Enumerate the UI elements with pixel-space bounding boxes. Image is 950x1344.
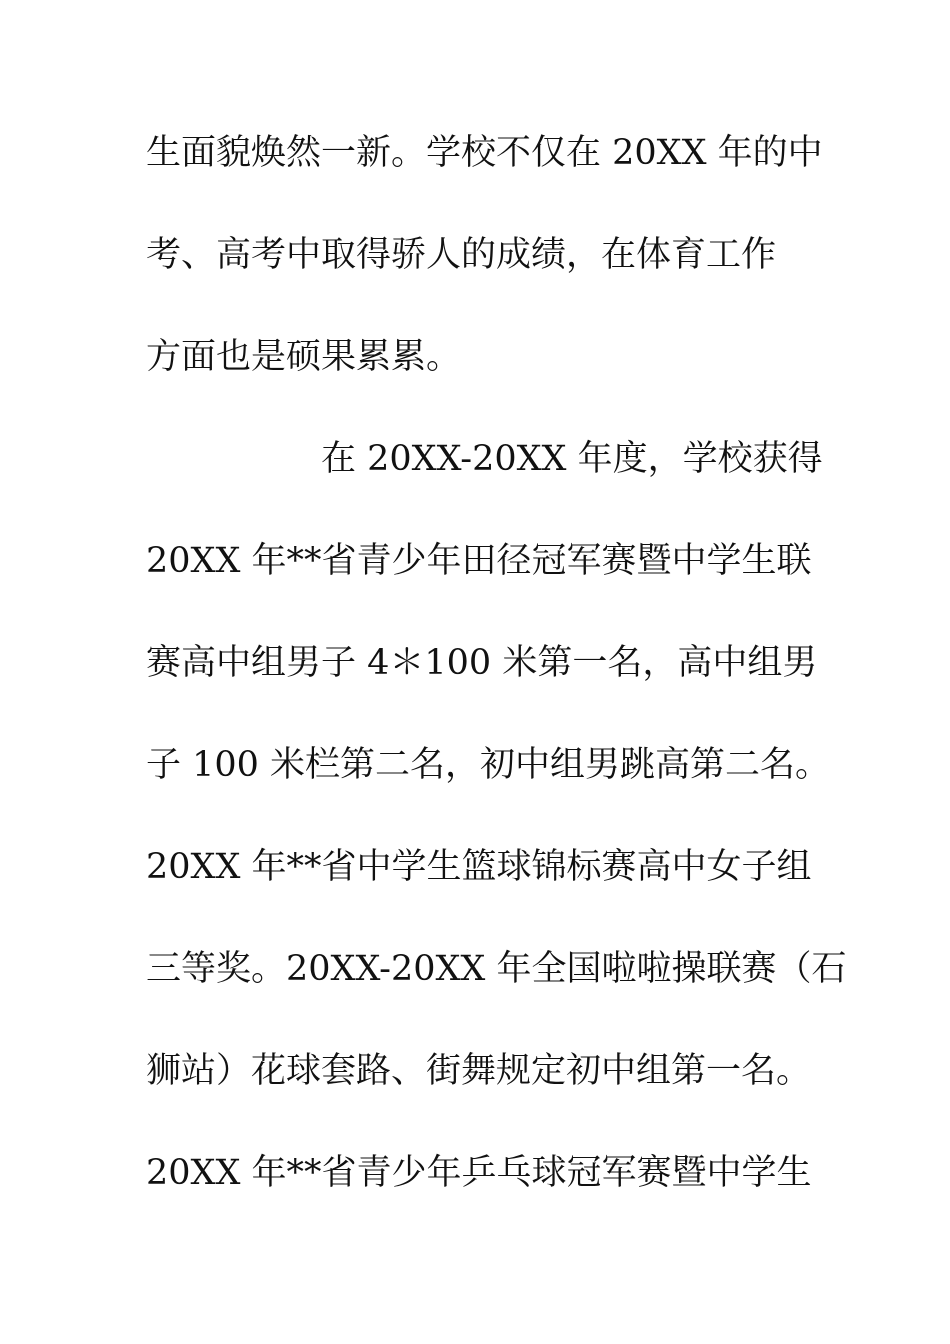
text-line: 子 100 米栏第二名，初中组男跳高第二名。	[146, 745, 831, 785]
text-line: 狮站）花球套路、街舞规定初中组第一名。	[146, 1051, 812, 1091]
text-line: 赛高中组男子 4＊100 米第一名，高中组男	[146, 643, 818, 683]
text-line: 生面貌焕然一新。学校不仅在 20XX 年的中	[146, 133, 823, 173]
text-line: 考、高考中取得骄人的成绩，在体育工作	[146, 235, 777, 275]
body-text	[146, 124, 847, 1246]
text-line: 20XX 年**省中学生篮球锦标赛高中女子组	[146, 847, 812, 887]
text-line: 方面也是硕果累累。	[146, 337, 462, 377]
paragraph-start-line: 在 20XX-20XX 年度，学校获得	[321, 439, 823, 479]
text-line: 20XX 年**省青少年田径冠军赛暨中学生联	[146, 541, 812, 581]
text-line: 20XX 年**省青少年乒乓球冠军赛暨中学生	[146, 1153, 812, 1193]
text-line: 三等奖。20XX-20XX 年全国啦啦操联赛（石	[146, 949, 847, 989]
